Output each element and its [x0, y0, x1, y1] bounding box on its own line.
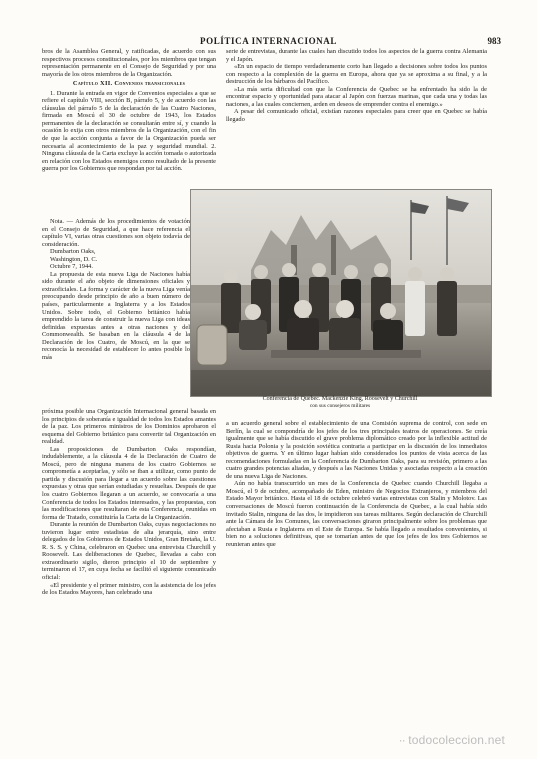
right-column-bottom — [226, 420, 487, 710]
paragraph: 1. Durante la entrada en vigor de Convenios especiales a que se refiere el capítulo VIII, sección B, párrafo 5, y de acuerdo con las cláusulas del párrafo 5 de la declaración de las Cuatro Naciones, firmada en Moscú el 30 de octubre de 1943, los Estados permanentes de la declaración se consultarán entre sí, y cuando la ocasión lo exija con otros miembros de la Organización, con el fin de que la acción conjunta a favor de la Organización pueda ser necesaria al acontecimiento de la paz y seguridad mundial. 2. Ninguna cláusula de la Carta excluye la acción tomada o autorizada en relación con los Estados enemigos como resultado de la presente guerra por los Gobiernos que respondan por tal acción. — [42, 89, 216, 173]
paragraph: Durante la reunión de Dumbarton Oaks, cuyas negociaciones no tuvieron lugar entre estadistas de alta jerarquía, sino entre delegados de los Gobiernos de Estados Unidos, Gran Bretaña, la U. R. S. S. y China, celebraron en Quebec una entrevista Churchill y Roosevelt. Las deliberaciones de Quebec, llevadas a cabo con extraordinario sigilo, dieron principio el 10 de septiembre y terminaron el 17, en cuya fecha se facilitó el siguiente comunicado oficial: — [42, 521, 216, 582]
paragraph: «El presidente y el primer ministro, con la asistencia de los jefes de los Estados Mayores, han celebrado una — [42, 581, 216, 597]
paragraph: «En un espacio de tiempo verdaderamente corto han llegado a decisiones sobre todos los puntos con respecto a la complexión de la guerra en Europa, ahora que ya se aproxima a su final, y a la destrucción de los bárbaros del Pacífico. — [226, 63, 487, 86]
page-number: 983 — [487, 36, 501, 46]
paragraph: bros de la Asamblea General, y ratificadas, de acuerdo con sus respectivos procesos constitucionales, por los miembros que tengan representación permanente en el Consejo de Seguridad y por una mayoría de los otros miembros de la Organización. — [42, 48, 216, 78]
watermark-logo — [399, 733, 505, 747]
watermark-dots-icon: ·· — [398, 733, 405, 747]
photo-illustration — [191, 190, 491, 396]
dateline-place: Dumbarton Oaks, — [50, 248, 96, 256]
left-column-narrow — [42, 218, 190, 408]
paragraph: A pesar del comunicado oficial, existían razones especiales para creer que en Quebec se había llegado — [226, 108, 487, 123]
watermark-text: todocoleccion.net — [408, 733, 505, 747]
left-column-bottom — [42, 408, 216, 708]
paragraph: La propuesta de esta nueva Liga de Naciones había sido durante el año objeto de dimensiones oficiales y extraoficiales. La forma y carácter de la nueva Liga venía preocupando desde principio de año a buen número de países, particularmente a Inglaterra y a los Estados Unidos. Sobre todo, el Gobierno británico había emprendido la tarea de construir la nueva Liga con ideas definidas expuestas antes a otras naciones y del Commonwealth. Se basaban en la cláusula 4 de la Declaración de los Cuatro, de Moscú, en la que se reconocía la necesidad de establecer lo antes posible lo más — [42, 270, 190, 361]
dateline-city: Washington, D. C. — [50, 255, 98, 263]
paragraph: Las proposiciones de Dumbarton Oaks respondían, indudablemente, a la cláusula 4 de la Declaración de Cuatro de Moscú, pero de ninguna manera de los cuatro Gobiernos se comprometía a aceptarlas, y sólo se iban a utilizar, como punto de partida y discusión para llegar a un acuerdo sobre las cuestiones expuestas y otras que serían estudiadas y resueltas. Después de que los cuatro Gobiernos llegaran a un acuerdo, se convocaría a una Conferencia de todos los Estados interesados, y las propuestas, con las modificaciones que resultaran de esta Conferencia, reunidas en forma de Tratado, constituiría la Carta de la Organización. — [42, 445, 216, 521]
paragraph: serie de entrevistas, durante las cuales han discutido todos los aspectos de la guerra contra Alemania y el Japón. — [226, 48, 487, 63]
paragraph: »La más seria dificultad con que la Conferencia de Quebec se ha enfrentado ha sido la de encontrar espacio y oportunidad para atacar al Japón con fuerzas marinas, que cada una y todas las naciones, a las cuales conciernen, arden en deseos de emprender contra el enemigo.» — [226, 85, 487, 108]
dateline-date: Octubre 7, 1944. — [50, 263, 93, 271]
right-column-top — [226, 48, 487, 188]
caption-subline: con sus consejeros militares — [309, 403, 371, 409]
photo-caption — [190, 396, 490, 410]
conference-photo — [190, 189, 492, 397]
paragraph: Nota. — Además de los procedimientos de votación en el Consejo de Seguridad, a que hace referencia el capítulo VI, varias otras cuestiones son objeto todavía de consideración. — [42, 218, 190, 248]
running-header-title: POLÍTICA INTERNACIONAL — [200, 36, 337, 46]
paragraph: Aún no había transcurrido un mes de la Conferencia de Quebec cuando Churchill llegaba a Moscú, el 9 de octubre, acompañado de Eden, ministro de Negocios Extranjeros, y miembros del Estado Mayor británico. Hasta el 18 de octubre celebró varias entrevistas con Stalin y Molotov. Las conversaciones de Moscú fueron continuación de la Conferencia de Quebec, a la cual había sido invitado Stalin, ninguna de las dos, le impidieron sus tareas militares. Según declaración de Churchill ante la Cámara de los Comunes, las conversaciones giraron principalmente sobre los problemas que afectaban a Rusia e Inglaterra en el Este de Europa. Se había llegado a resultados convenientes, si bien no a soluciones definitivas, que se tomarían antes de que los jefes de los tres Gobiernos se reunieran antes que — [226, 480, 487, 548]
paragraph: a un acuerdo general sobre el establecimiento de una Comisión suprema de control, con sede en Berlín, la cual se compondría de los jefes de los tres principales teatros de operaciones. Se creía igualmente que se había discutido el grave problema diplomático creado por la inflexible actitud de Rusia hacia Polonia y la posición soviética contraria a participar en la discusión de los inmediatos objetivos de guerra. Y en último lugar habían sido considerados los puntos de vista acerca de las recomendaciones formuladas en la Conferencia de Dumbarton Oaks, para su revisión, primero a las cuatro grandes potencias aliadas, y después a las Naciones Unidas y asociadas respecto a la creación de una nueva Liga de Naciones. — [226, 420, 487, 480]
chapter-heading: Capítulo XII. Convenios transicionales — [72, 80, 186, 88]
paragraph: próxima posible una Organización Internacional general basada en los principios de soberanía e igualdad de todos los Estados amantes de la paz. Los primeros ministros de los Dominios aprobaron el esquema del Gobierno británico para convertir tal Organización en realidad. — [42, 408, 216, 446]
caption-line: Conferencia de Quebec. Mackenzie King, Roosevelt y Churchill — [262, 396, 418, 402]
